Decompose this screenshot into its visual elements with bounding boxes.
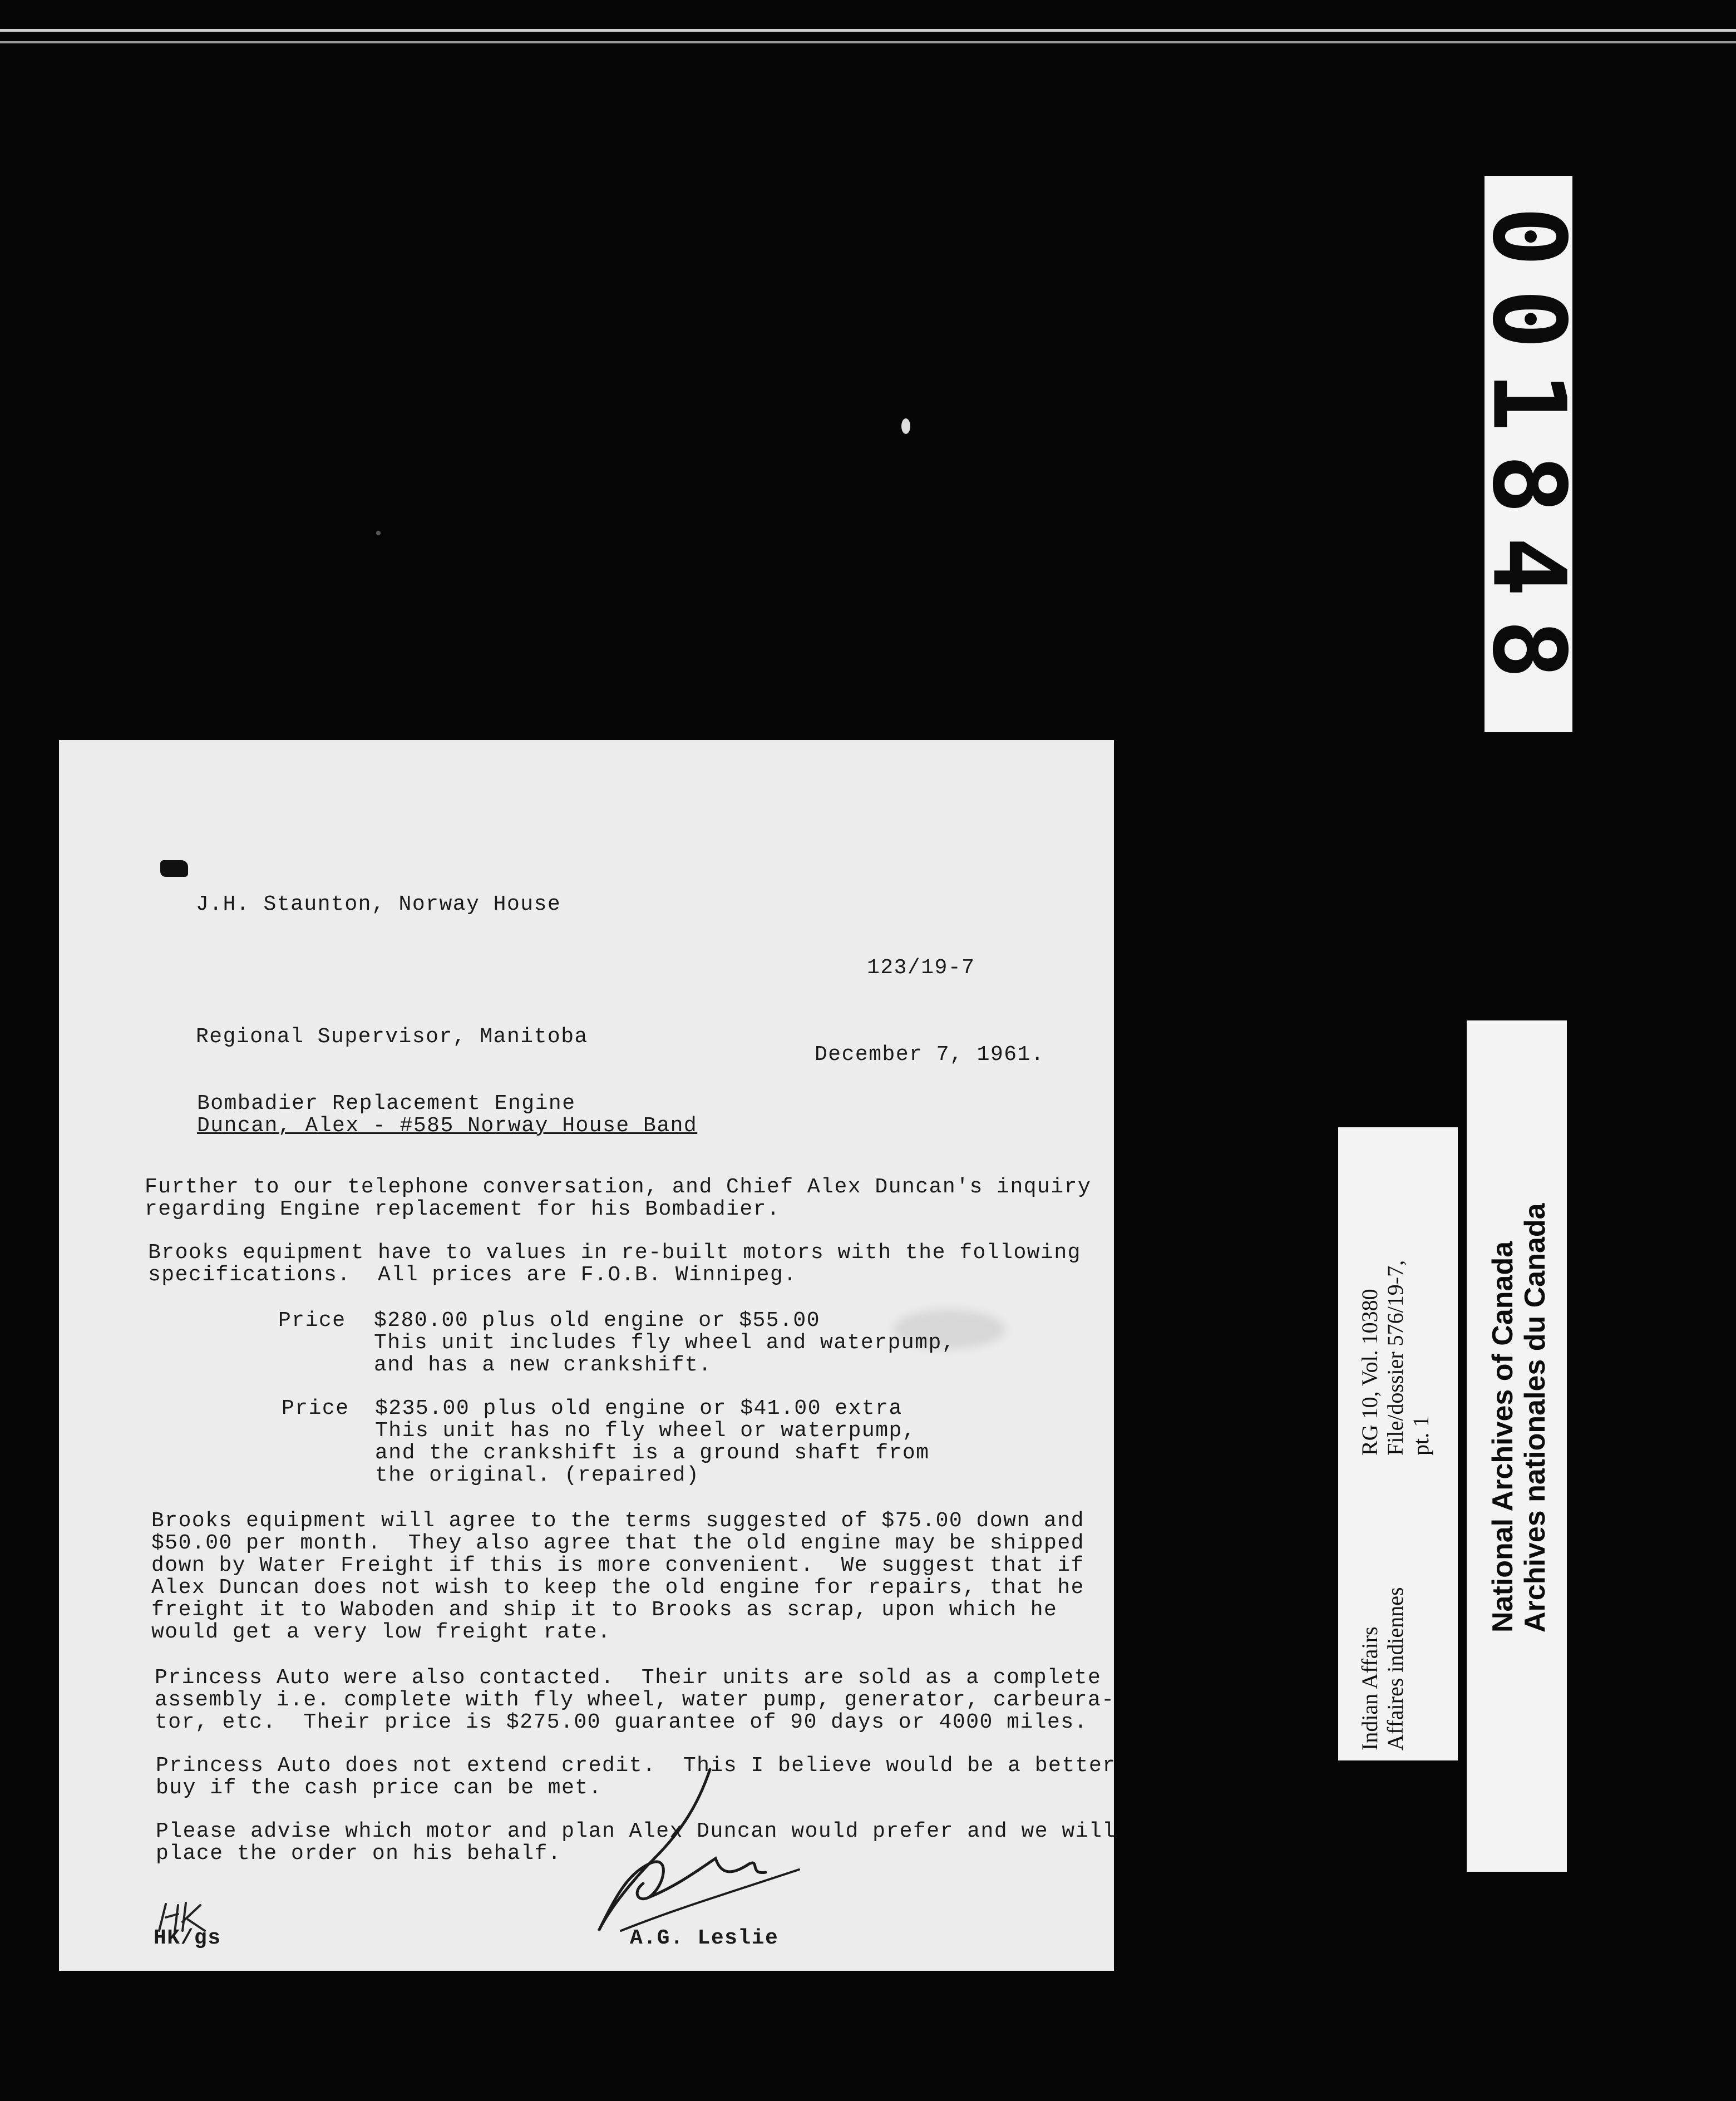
label-record-group: RG 10, Vol. 10380	[1357, 1289, 1382, 1456]
paragraph-4-line-1: Princess Auto were also contacted. Their units are sold as a complete	[155, 1666, 1102, 1690]
ink-blot	[160, 860, 188, 877]
paragraph-3-line-1: Brooks equipment will agree to the terms suggested of $75.00 down and	[151, 1509, 1084, 1533]
paragraph-6-line-1: Please advise which motor and plan Alex Duncan would prefer and we will	[156, 1819, 1116, 1843]
paragraph-2-line-1: Brooks equipment have to values in re-built motors with the following	[148, 1241, 1081, 1265]
frame-number-card	[1470, 176, 1587, 732]
collection-label	[1338, 1127, 1458, 1760]
letter-page	[59, 740, 1114, 1971]
price-label-1: Price	[278, 1309, 346, 1333]
paragraph-3-line-6: would get a very low freight rate.	[151, 1620, 611, 1644]
paragraph-5-line-2: buy if the cash price can be met.	[156, 1776, 603, 1800]
archive-label	[1467, 1020, 1567, 1872]
option-2-line-4: the original. (repaired)	[375, 1463, 700, 1487]
signature	[565, 1764, 821, 1947]
label-column-2	[1357, 1260, 1434, 1456]
paragraph-6-line-2: place the order on his behalf.	[156, 1842, 562, 1866]
subject-line-2: Duncan, Alex - #585 Norway House Band	[197, 1114, 698, 1138]
archive-name-fr: Archives nationales du Canada	[1519, 1203, 1551, 1633]
paragraph-1-line-1: Further to our telephone conversation, and Chief Alex Duncan's inquiry	[145, 1175, 1092, 1199]
option-2-line-2: This unit has no fly wheel or waterpump,	[375, 1419, 916, 1443]
signatory-name: A.G. Leslie	[630, 1926, 779, 1950]
option-2-line-3: and the crankshift is a ground shaft from	[375, 1441, 930, 1465]
paragraph-3-line-5: freight it to Waboden and ship it to Brooks as scrap, upon which he	[151, 1598, 1058, 1622]
label-file: File/dossier 576/19-7,	[1383, 1260, 1408, 1456]
option-1-line-3: and has a new crankshift.	[374, 1353, 712, 1377]
paragraph-5-line-1: Princess Auto does not extend credit. This I believe would be a better	[156, 1754, 1116, 1778]
archive-column	[1487, 1203, 1551, 1633]
letter-date: December 7, 1961.	[815, 1043, 1045, 1067]
label-department-en: Indian Affairs	[1357, 1626, 1382, 1750]
option-2-line-1: $235.00 plus old engine or $41.00 extra	[375, 1397, 902, 1421]
label-part: pt. 1	[1408, 1416, 1433, 1456]
paragraph-2-line-2: specifications. All prices are F.O.B. Winnipeg.	[148, 1263, 797, 1287]
frame-number: 001848	[1470, 206, 1587, 702]
label-department-fr: Affaires indiennes	[1383, 1587, 1408, 1750]
subject-line-1: Bombadier Replacement Engine	[197, 1092, 576, 1116]
from-line: J.H. Staunton, Norway House	[196, 892, 561, 916]
option-1-line-2: This unit includes fly wheel and waterpump,	[374, 1331, 956, 1355]
paragraph-3-line-2: $50.00 per month. They also agree that the old engine may be shipped	[151, 1531, 1084, 1555]
file-reference: 123/19-7	[867, 956, 975, 980]
typist-initials: HK/gs	[154, 1926, 221, 1950]
paragraph-3-line-3: down by Water Freight if this is more convenient. We suggest that if	[151, 1553, 1084, 1577]
film-speck	[901, 418, 910, 434]
paragraph-3-line-4: Alex Duncan does not wish to keep the old engine for repairs, that he	[151, 1576, 1084, 1600]
to-line: Regional Supervisor, Manitoba	[196, 1025, 588, 1049]
film-edge-line	[0, 29, 1736, 32]
film-edge-line-lower	[0, 41, 1736, 43]
paragraph-1-line-2: regarding Engine replacement for his Bombadier.	[145, 1197, 781, 1221]
label-column-1	[1357, 1587, 1408, 1750]
paragraph-4-line-2: assembly i.e. complete with fly wheel, water pump, generator, carbeura-	[155, 1688, 1115, 1712]
price-label-2: Price	[282, 1397, 349, 1421]
archive-name-en: National Archives of Canada	[1487, 1241, 1519, 1633]
option-1-line-1: $280.00 plus old engine or $55.00	[374, 1309, 821, 1333]
film-speck	[376, 531, 381, 535]
paragraph-4-line-3: tor, etc. Their price is $275.00 guarantee of 90 days or 4000 miles.	[155, 1710, 1088, 1734]
